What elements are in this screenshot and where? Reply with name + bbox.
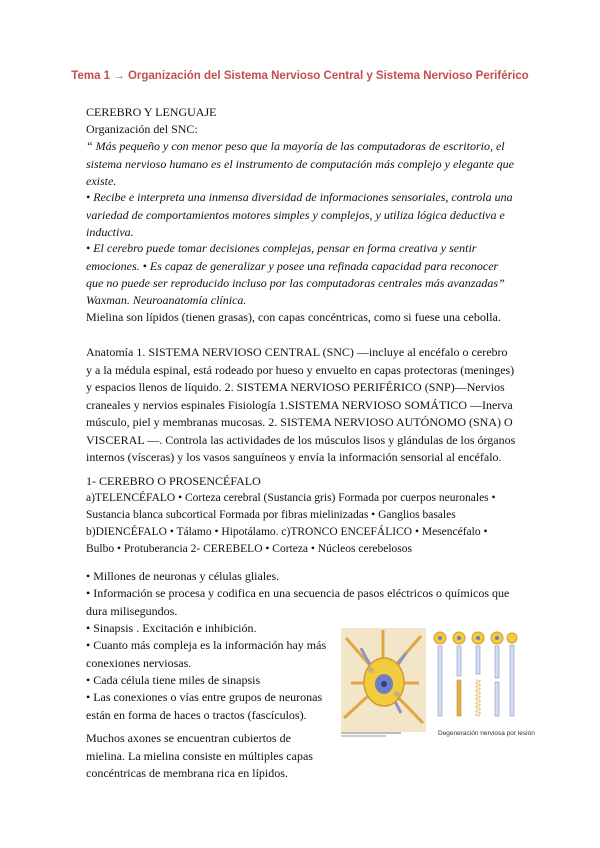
bullet-information: • Información se procesa y codifica en una secuencia de pasos eléctricos o químicos que dura milisegundos. [86,586,510,618]
anatomy-paragraph: Anatomía 1. SISTEMA NERVIOSO CENTRAL (SNC) —incluye al encéfalo o cerebro y a la médula espinal, está rodeado por hueso y envuelto en capas protectoras (meninges) y espacios llenos de líquido. 2. SISTEMA NERVIOSO PERIFÉRICO (SNP)—Nervios craneales y nervios espinales Fisiología 1.SISTEMA NERVIOSO SOMÁTICO —Inerva músculo, piel y membranas mucosas. 2. SISTEMA NERVIOSO AUTÓNOMO (SNA) O VISCERAL —. Controla las actividades de los músculos lisos y glándulas de los órganos internos (vísceras) y los vasos sanguíneos y envía la información sensorial al encéfalo. [86,345,516,464]
section-heading-cerebro-lenguaje: CEREBRO Y LENGUAJE [86,105,217,119]
quote-paragraph-3: • El cerebro puede tomar decisiones complejas, pensar en forma creativa y sentir emociones. • Es capaz de generalizar y posee una refinada capacidad para reconocer que no puede ser reproducido incluso por las computadoras centrales más avanzadas” [86,241,505,290]
quote-source: Waxman. Neuroanatomía clínica. [86,293,247,307]
neuron-stage-3 [472,632,484,716]
brain-heading: 1- CEREBRO O PROSENCÉFALO [86,474,261,488]
bullet-complexity: • Cuanto más compleja es la información hay más conexiones nerviosas. [86,638,327,670]
figure-caption: Degeneración nerviosa por lesión [438,730,535,737]
neuron-stage-1 [434,632,446,716]
bullet-synapse: • Sinapsis . Excitación e inhibición. [86,621,257,635]
nucleolus [381,681,387,687]
axons-paragraph: Muchos axones se encuentran cubiertos de mielina. La mielina consiste en múltiples capas concéntricas de membrana rica en lípidos. [86,731,313,780]
brain-structure-list: a)TELENCÉFALO • Corteza cerebral (Sustancia gris) Formada por cuerpos neuronales • Sustancia blanca subcortical Formada por fibras mielinizadas • Ganglios basales b)DIENCÉFALO • Tálamo • Hipotálamo. c)TRONCO ENCEFÁLICO • Mesencéfalo • Bulbo • Protuberancia 2- CEREBELO • Corteza • Núcleos cerebelosos [86,492,496,555]
bullet-tracts: • Las conexiones o vías entre grupos de neuronas están en forma de haces o tractos (fascículos). [86,690,323,722]
figure-caption-line-2 [341,735,386,737]
nerve-degeneration-illustration [428,630,518,728]
bullet-neurons: • Millones de neuronas y células gliales. [86,569,280,583]
snc-subheading: Organización del SNC: [86,122,198,136]
figure-caption-line [341,732,401,734]
neuron-stage-4 [491,632,503,716]
quote-paragraph-1: “ Más pequeño y con menor peso que la mayoría de las computadoras de escritorio, el sistema nervioso humano es el instrumento de computación más complejo y elegante que existe. [86,139,514,188]
neuron-illustration [341,628,426,738]
neuron-stage-5 [507,633,517,716]
organelle-1 [368,667,374,673]
myelin-note: Mielina son lípidos (tienen grasas), con capas concéntricas, como si fuese una cebolla. [86,310,501,324]
page-title: Tema 1 → Organización del Sistema Nervioso Central y Sistema Nervioso Periférico [71,70,529,82]
quote-paragraph-2: • Recibe e interpreta una inmensa diversidad de informaciones sensoriales, controla una variedad de comportamientos motores simples y complejos, y utiliza lógica deductiva e inductiva. [86,190,513,239]
neuron-stage-2 [453,632,465,716]
bullet-synapses-count: • Cada célula tiene miles de sinapsis [86,673,261,687]
organelle-2 [394,691,400,697]
